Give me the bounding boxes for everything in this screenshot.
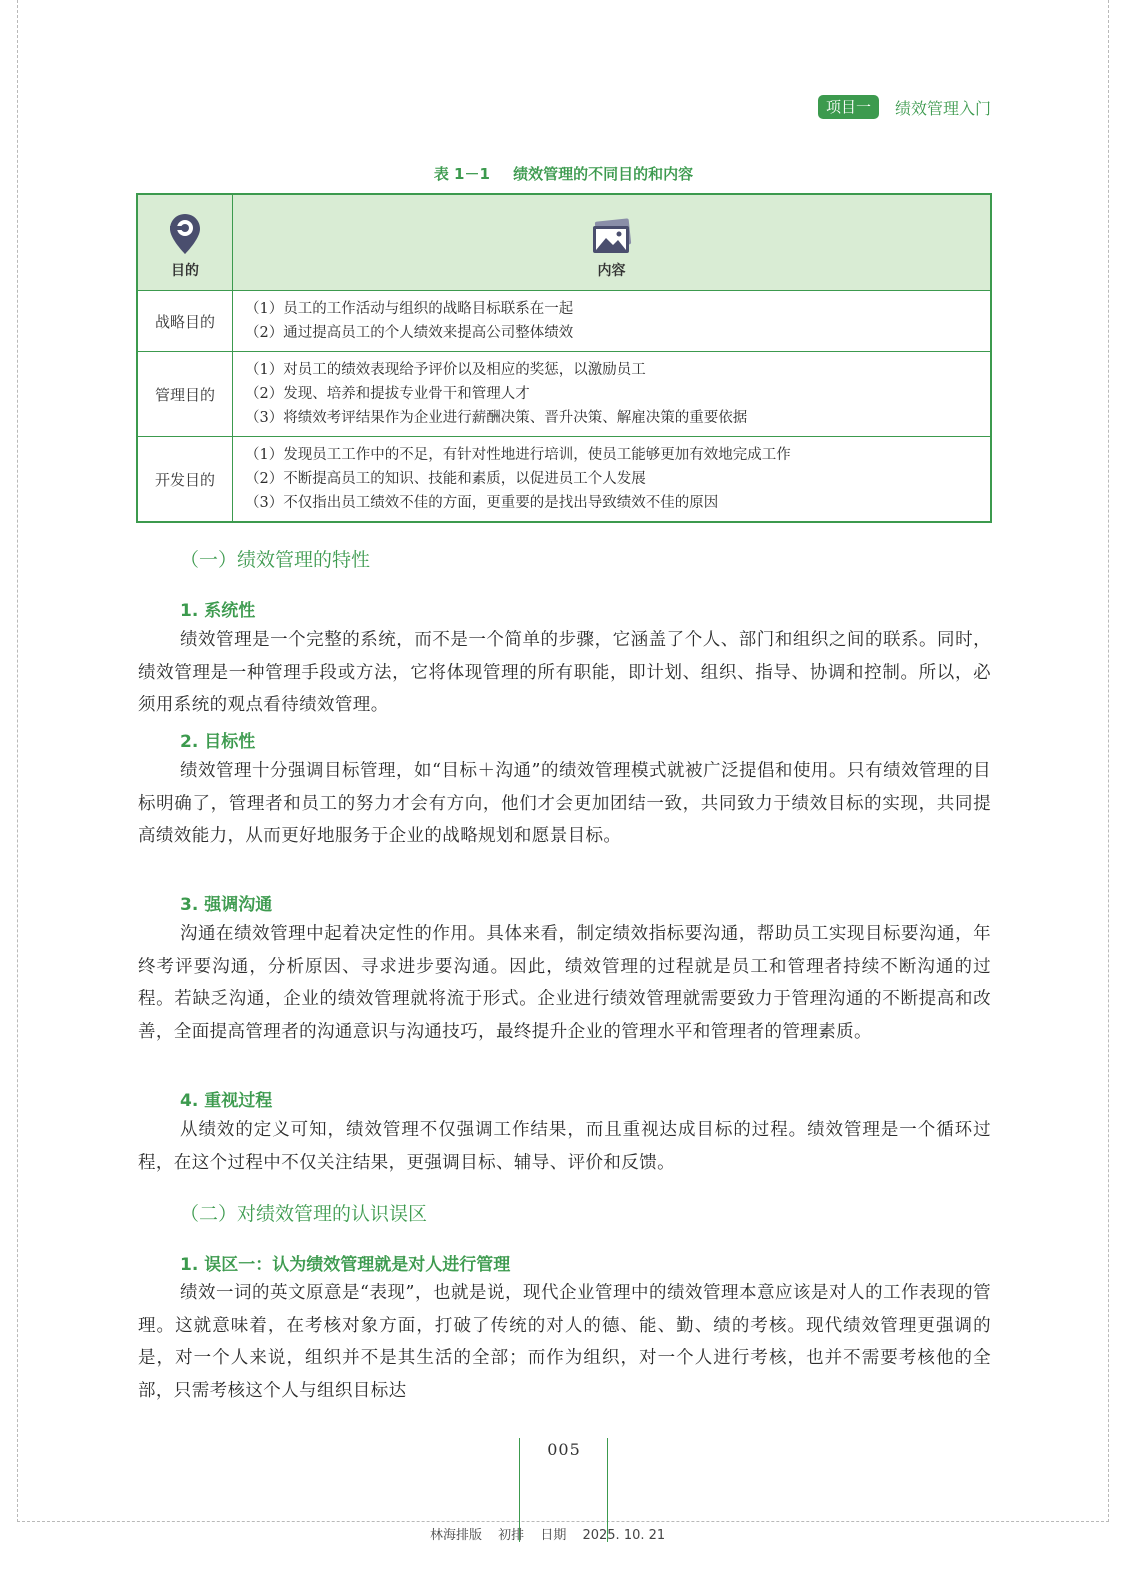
subheading-goal-oriented: 2. 目标性	[180, 732, 256, 752]
row-purpose-cell: 管理目的	[137, 352, 233, 437]
footer-typesetter: 林海排版	[430, 1528, 483, 1543]
target-pin-icon	[168, 212, 202, 256]
subheading-misconception-one: 1. 误区一：认为绩效管理就是对人进行管理	[180, 1255, 511, 1275]
subheading-systematic: 1. 系统性	[180, 601, 256, 621]
paragraph-misconception-one: 绩效一词的英文原意是“表现”，也就是说，现代企业管理中的绩效管理本意应该是对人的工作表现的管理。这就意味着，在考核对象方面，打破了传统的对人的德、能、勤、绩的考核。现代绩效管理更强调的是，对一个人来说，组织并不是其生活的全部；而作为组织，对一个人进行考核，也并不需要考核他的全部，只需考核这个人与组织目标达	[138, 1283, 991, 1401]
footer-date-label: 日期	[540, 1528, 567, 1543]
table-caption-text: 绩效管理的不同目的和内容	[513, 165, 694, 183]
page-number: 005	[547, 1440, 581, 1459]
header-title: 绩效管理入门	[894, 98, 991, 118]
section-heading-characteristics: （一）绩效管理的特性	[180, 549, 371, 571]
subheading-communication: 3. 强调沟通	[180, 895, 273, 915]
content-line: （3）将绩效考评结果作为企业进行薪酬决策、晋升决策、解雇决策的重要依据	[245, 410, 748, 426]
row-content-cell	[233, 352, 992, 437]
content-line: （1）对员工的绩效表现给予评价以及相应的奖惩，以激励员工	[245, 362, 646, 378]
table-row	[137, 437, 991, 523]
row-content-cell	[233, 437, 992, 523]
content-header-label: 内容	[597, 263, 626, 279]
content-line: （2）不断提高员工的知识、技能和素质，以促进员工个人发展	[245, 471, 646, 487]
row-content-cell	[233, 291, 992, 352]
paragraph-systematic: 绩效管理是一个完整的系统，而不是一个简单的步骤，它涵盖了个人、部门和组织之间的联系。同时，绩效管理是一种管理手段或方法，它将体现管理的所有职能，即计划、组织、指导、协调和控制。所以，必须用系统的观点看待绩效管理。	[138, 630, 991, 715]
table-row	[137, 291, 991, 352]
purpose-header-cell	[137, 194, 233, 291]
purpose-header-label: 目的	[171, 263, 199, 279]
running-header	[818, 95, 991, 119]
paragraph-process: 从绩效的定义可知，绩效管理不仅强调工作结果，而且重视达成目标的过程。绩效管理是一个循环过程，在这个过程中不仅关注结果，更强调目标、辅导、评价和反馈。	[138, 1120, 991, 1173]
table-row	[137, 352, 991, 437]
row-purpose-cell: 战略目的	[137, 291, 233, 352]
section-heading-misconceptions: （二）对绩效管理的认识误区	[180, 1203, 428, 1225]
content-line: （2）通过提高员工的个人绩效来提高公司整体绩效	[245, 325, 574, 341]
purpose-table	[136, 193, 992, 523]
image-icon	[590, 218, 634, 256]
footer-stage: 初排	[498, 1528, 525, 1543]
content-line: （1）发现员工工作中的不足，有针对性地进行培训，使员工能够更加有效地完成工作	[245, 447, 791, 463]
table-caption-number: 表 1－1	[433, 165, 490, 183]
content-line: （2）发现、培养和提拔专业骨干和管理人才	[245, 386, 530, 402]
paragraph-goal-oriented: 绩效管理十分强调目标管理，如“目标＋沟通”的绩效管理模式就被广泛提倡和使用。只有绩效管理的目标明确了，管理者和员工的努力才会有方向，他们才会更加团结一致，共同致力于绩效目标的实现，共同提高绩效能力，从而更好地服务于企业的战略规划和愿景目标。	[138, 761, 991, 846]
footer-date: 2025. 10. 21	[582, 1528, 666, 1543]
subheading-process: 4. 重视过程	[180, 1091, 273, 1111]
content-line: （3）不仅指出员工绩效不佳的方面，更重要的是找出导致绩效不佳的原因	[245, 495, 719, 511]
project-badge: 项目一	[818, 95, 879, 119]
content-line: （1）员工的工作活动与组织的战略目标联系在一起	[245, 301, 574, 317]
paragraph-communication: 沟通在绩效管理中起着决定性的作用。具体来看，制定绩效指标要沟通，帮助员工实现目标要沟通，年终考评要沟通，分析原因、寻求进步要沟通。因此，绩效管理的过程就是员工和管理者持续不断沟通的过程。若缺乏沟通，企业的绩效管理就将流于形式。企业进行绩效管理就需要致力于管理沟通的不断提高和改善，全面提高管理者的沟通意识与沟通技巧，最终提升企业的管理水平和管理者的管理素质。	[138, 924, 991, 1042]
row-purpose-cell: 开发目的	[137, 437, 233, 523]
typesetting-footer	[430, 1524, 677, 1543]
content-header-cell	[233, 194, 992, 291]
table-caption	[0, 163, 1127, 184]
table-header-row	[137, 194, 991, 291]
